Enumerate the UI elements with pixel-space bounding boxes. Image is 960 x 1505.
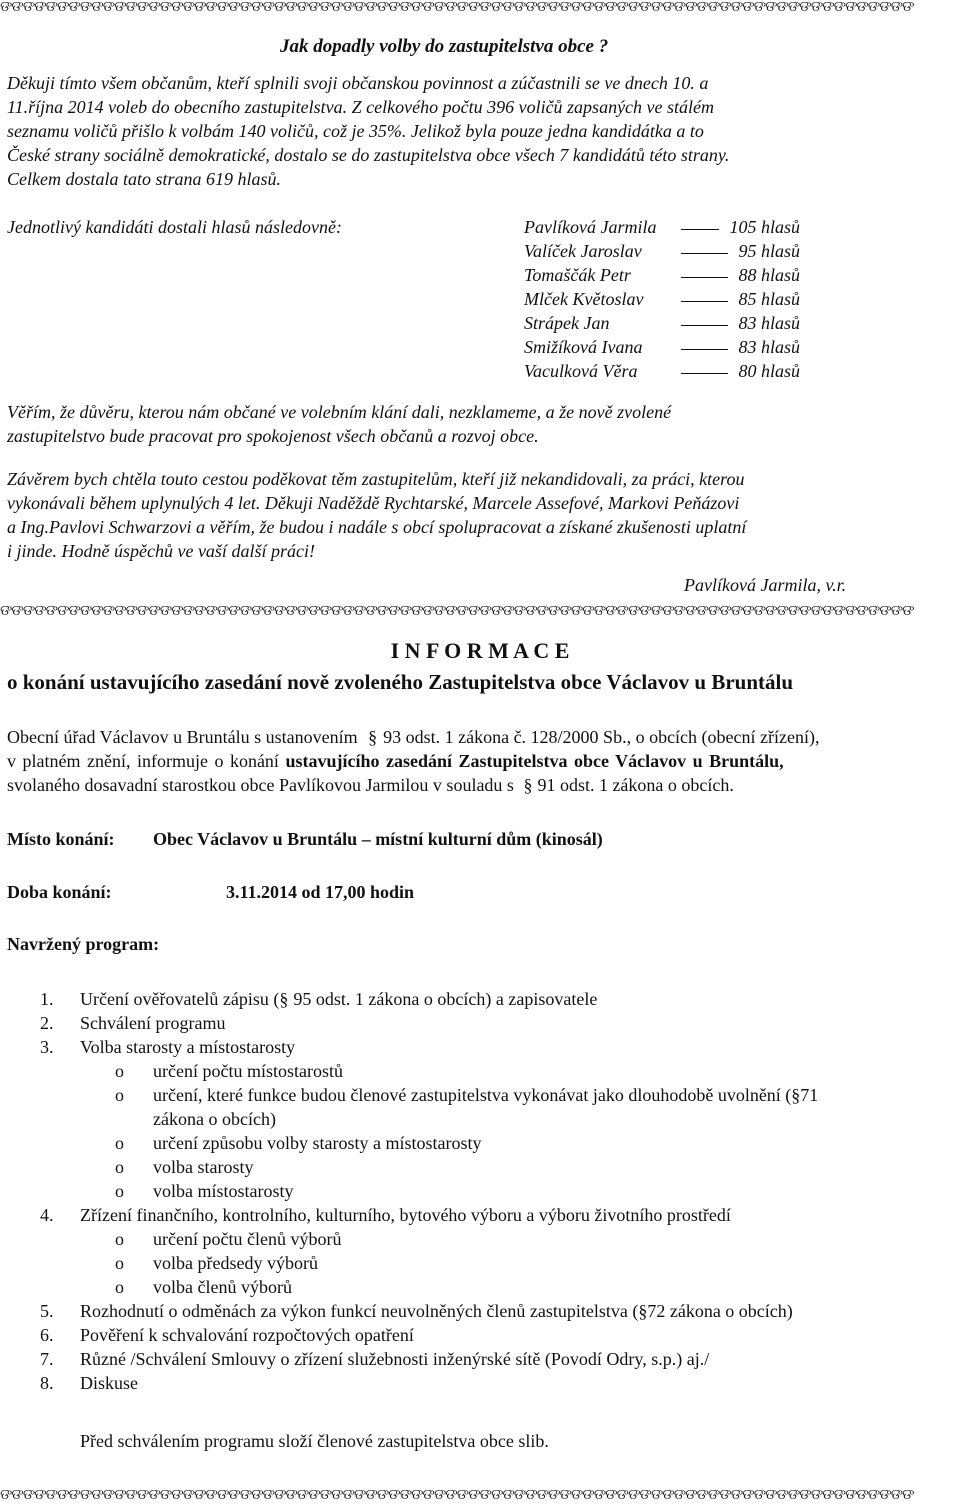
ornament-border-top: ଙଙଙଙଙଙଙଙଙଙଙଙଙଙଙଙଙଙଙଙଙଙଙଙଙଙଙଙଙଙଙଙଙଙଙଙଙଙଙଙଙଙଙଙଙଙଙଙଙଙଙଙଙଙଙଙଙଙଙଙଙଙଙଙଙଙଙଙଙଙଙଙଙଙଙଙଙଙଙଙ [0,0,914,14]
article1-para3-line: i jinde. Hodně úspěchů ve vaší další práci! [7,541,315,561]
program-subtext: volba předsedy výborů [153,1253,318,1273]
program-number: 6. [40,1325,54,1345]
article1-para1-line: 11.října 2014 voleb do obecního zastupitelstva. Z celkového počtu 396 voličů zapsaných ve stálém [7,97,715,117]
candidate-row [524,313,814,337]
intro-text: 91 odst. 1 zákona o obcích. [537,775,734,795]
program-number: 3. [40,1037,54,1057]
intro-text: v platném znění, informuje o konání [7,751,279,771]
dash [681,349,728,350]
intro-line [7,726,955,748]
program-subtext: volba členů výborů [153,1277,292,1297]
intro-line [7,774,955,796]
bullet: o [115,1061,124,1081]
candidate-row [524,241,814,265]
article1-para1-line: seznamu voličů přišlo k volbám 140 voličů, což je 35%. Jelikož byla pouze jedna kandidátka a to [7,121,704,141]
bullet: o [115,1253,124,1273]
place-label: Místo konání: [7,829,115,849]
signature: Pavlíková Jarmila, v.r. [684,575,847,595]
bullet: o [115,1157,124,1177]
program-label: Navržený program: [7,934,160,954]
dash [681,229,719,230]
article1-para1-line: Děkuji tímto všem občanům, kteří splnili svoji občanskou povinnost a zúčastnili se ve dnech 10. a [7,73,709,93]
program-number: 7. [40,1349,54,1369]
program-text: Rozhodnutí o odměnách za výkon funkcí neuvolněných členů zastupitelstva (§72 zákona o obcích) [80,1301,793,1321]
ornament-border-bottom: ଙଙଙଙଙଙଙଙଙଙଙଙଙଙଙଙଙଙଙଙଙଙଙଙଙଙଙଙଙଙଙଙଙଙଙଙଙଙଙଙଙଙଙଙଙଙଙଙଙଙଙଙଙଙଙଙଙଙଙଙଙଙଙଙଙଙଙଙଙଙଙଙଙଙଙଙଙଙଙଙ [0,1488,914,1502]
section-symbol: § [523,775,533,795]
bullet: o [115,1277,124,1297]
candidate-name: Mlček Květoslav [524,289,644,309]
dash [681,301,728,302]
program-text-part: 95 odst. 1 zákona o obcích) a zapisovatele [293,989,598,1009]
program-number: 1. [40,989,54,1009]
program-number: 5. [40,1301,54,1321]
section-symbol: § [368,727,378,747]
program-text: Pověření k schvalování rozpočtových opatření [80,1325,414,1345]
program-text: Schválení programu [80,1013,226,1033]
time-label: Doba konání: [7,882,112,902]
place-value: Obec Václavov u Bruntálu – místní kulturní dům (kinosál) [153,829,603,849]
intro-text: svolaného dosavadní starostkou obce Pavlíkovou Jarmilou v souladu s [7,775,514,795]
program-subtext: volba místostarosty [153,1181,294,1201]
article1-para1-line: České strany sociálně demokratické, dostalo se do zastupitelstva obce všech 7 kandidátů této strany. [7,145,730,165]
dash [681,325,728,326]
program-number: 2. [40,1013,54,1033]
dash [681,277,728,278]
candidate-name: Tomaščák Petr [524,265,631,285]
candidate-votes: 80 hlasů [738,361,800,381]
program-subtext: volba starosty [153,1157,254,1177]
candidate-name: Pavlíková Jarmila [524,217,657,237]
candidate-row [524,361,814,385]
bullet: o [115,1181,124,1201]
candidate-votes: 83 hlasů [738,337,800,357]
candidate-row [524,289,814,313]
candidates-intro: Jednotlivý kandidáti dostali hlasů následovně: [7,217,342,237]
article1-para1-line: Celkem dostala tato strana 619 hlasů. [7,169,281,189]
candidate-row [524,265,814,289]
candidate-name: Valíček Jaroslav [524,241,642,261]
time-value: 3.11.2014 od 17,00 hodin [226,882,415,902]
program-text: Zřízení finančního, kontrolního, kulturního, bytového výboru a výboru životního prostředí [80,1205,731,1225]
article1-para2-line: zastupitelstvo bude pracovat pro spokojenost všech občanů a rozvoj obce. [7,426,539,446]
dash [681,253,728,254]
article1-para3-line: a Ing.Pavlovi Schwarzovi a věřím, že budou i nadále s obcí spolupracovat a získané zkušenosti uplatní [7,517,747,537]
bullet: o [115,1085,124,1105]
intro-bold-text: ustavujícího zasedání Zastupitelstva obce Václavov u Bruntálu, [285,751,784,771]
program-number: 8. [40,1373,54,1393]
bullet: o [115,1133,124,1153]
candidate-votes: 88 hlasů [738,265,800,285]
candidate-votes: 105 hlasů [729,217,800,237]
info-subheading: o konání ustavujícího zasedání nově zvoleného Zastupitelstva obce Václavov u Bruntálu [7,670,794,694]
bullet: o [115,1229,124,1249]
candidate-votes: 85 hlasů [738,289,800,309]
article1-para3-line: Závěrem bych chtěla touto cestou poděkovat těm zastupitelům, kteří již nekandidovali, za práci, kterou [7,469,745,489]
intro-line [7,750,955,772]
program-subtext: určení počtu místostarostů [153,1061,343,1081]
program-text: Různé /Schválení Smlouvy o zřízení služebnosti inženýrské sítě (Povodí Odry, s.p.) aj./ [80,1349,710,1369]
program-text-part: Určení ověřovatelů zápisu ( [80,989,280,1009]
info-heading: I N F O R M A C E [390,638,570,663]
candidate-votes: 83 hlasů [738,313,800,333]
section-symbol: § [279,989,289,1009]
program-subtext: určení, které funkce budou členové zastupitelstva vykonávat jako dlouhodobě uvolnění (§71 [153,1085,819,1105]
program-number: 4. [40,1205,54,1225]
intro-text: 93 odst. 1 zákona č. 128/2000 Sb., o obcích (obecní zřízení), [383,727,820,747]
program-text [80,988,597,1010]
article1-title: Jak dopadly volby do zastupitelstva obce ? [280,36,609,57]
program-subtext: určení počtu členů výborů [153,1229,342,1249]
article1-para2-line: Věřím, že důvěru, kterou nám občané ve volebním klání dali, nezklameme, a že nově zvolené [7,402,672,422]
program-text: Diskuse [80,1373,138,1393]
program-text: Volba starosty a místostarosty [80,1037,296,1057]
candidate-row [524,337,814,361]
candidate-name: Vaculková Věra [524,361,638,381]
article1-para3-line: vykonávali během uplynulých 4 let. Děkuji Naděždě Rychtarské, Marcele Assefové, Markovi Peňázovi [7,493,740,513]
program-subtext: zákona o obcích) [153,1109,276,1129]
candidate-name: Smižíková Ivana [524,337,643,357]
ornament-border-middle: ଙଙଙଙଙଙଙଙଙଙଙଙଙଙଙଙଙଙଙଙଙଙଙଙଙଙଙଙଙଙଙଙଙଙଙଙଙଙଙଙଙଙଙଙଙଙଙଙଙଙଙଙଙଙଙଙଙଙଙଙଙଙଙଙଙଙଙଙଙଙଙଙଙଙଙଙଙଙଙଙ [0,604,914,618]
closing-note: Před schválením programu složí členové zastupitelstva obce slib. [80,1431,549,1451]
candidate-votes: 95 hlasů [738,241,800,261]
candidate-row [524,217,814,241]
candidate-name: Strápek Jan [524,313,610,333]
intro-text: Obecní úřad Václavov u Bruntálu s ustanovením [7,727,358,747]
dash [681,373,728,374]
program-subtext: určení způsobu volby starosty a místostarosty [153,1133,482,1153]
